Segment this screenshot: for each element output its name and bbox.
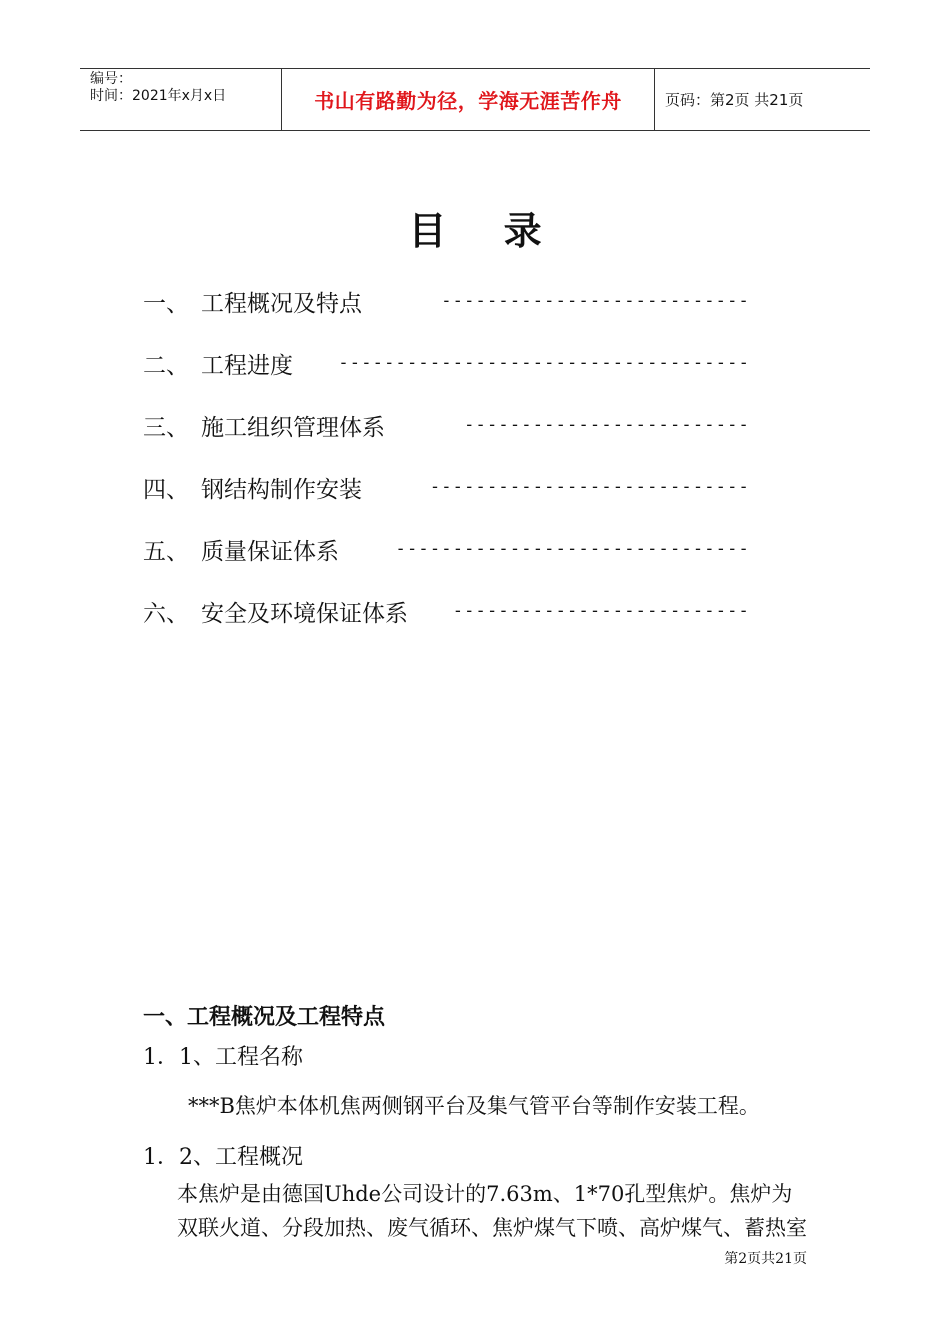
toc-item-number: 二、 bbox=[143, 353, 189, 379]
paragraph-line: 本焦炉是由德国Uhde公司设计的7.63m、1*70孔型焦炉。焦炉为 bbox=[177, 1182, 793, 1206]
toc-title: 目 录 bbox=[408, 209, 564, 253]
toc-item-leader: ------------------------- bbox=[464, 415, 750, 435]
time-label: 时间：2021年x月x日 bbox=[90, 88, 227, 104]
toc-item-text: 工程概况及特点 bbox=[201, 291, 362, 317]
page-label: 页码：第2页 共21页 bbox=[665, 91, 804, 109]
code-label: 编号： bbox=[90, 71, 132, 87]
toc-item-number: 五、 bbox=[143, 539, 189, 565]
subsection-heading: 1．1、工程名称 bbox=[143, 1045, 303, 1070]
paragraph-line: 双联火道、分段加热、废气循环、焦炉煤气下喷、高炉煤气、蓄热室 bbox=[177, 1216, 807, 1240]
header-table bbox=[80, 68, 870, 131]
toc-item-number: 三、 bbox=[143, 415, 189, 441]
toc-item-number: 四、 bbox=[143, 477, 189, 503]
page-footer: 第2页共21页 bbox=[724, 1251, 807, 1267]
motto: 书山有路勤为径，学海无涯苦作舟 bbox=[282, 69, 655, 130]
toc-item-text: 质量保证体系 bbox=[201, 539, 339, 565]
header-meta-cell bbox=[80, 69, 282, 130]
paragraph: ***B焦炉本体机焦两侧钢平台及集气管平台等制作安装工程。 bbox=[188, 1094, 760, 1118]
toc-item-text: 安全及环境保证体系 bbox=[201, 601, 408, 627]
toc-item-text: 钢结构制作安装 bbox=[201, 477, 362, 503]
toc-item-leader: --------------------------- bbox=[441, 291, 750, 311]
toc-item[interactable] bbox=[143, 471, 750, 533]
toc-item-leader: ---------------------------- bbox=[429, 477, 750, 497]
toc-item-text: 工程进度 bbox=[201, 353, 293, 379]
toc-item-leader: ------------------------------------ bbox=[338, 353, 750, 373]
toc-item-text: 施工组织管理体系 bbox=[201, 415, 385, 441]
toc-item[interactable] bbox=[143, 409, 750, 471]
toc-item[interactable] bbox=[143, 533, 750, 595]
toc-item[interactable] bbox=[143, 347, 750, 409]
toc-item-leader: ------------------------------- bbox=[395, 539, 750, 559]
toc-item-number: 一、 bbox=[143, 291, 189, 317]
toc-item[interactable] bbox=[143, 595, 750, 657]
toc-item-number: 六、 bbox=[143, 601, 189, 627]
toc-item-leader: -------------------------- bbox=[452, 601, 750, 621]
subsection-heading: 1．2、工程概况 bbox=[143, 1145, 303, 1170]
section-heading: 一、工程概况及工程特点 bbox=[143, 1005, 386, 1030]
table-of-contents bbox=[143, 285, 750, 657]
toc-item[interactable] bbox=[143, 285, 750, 347]
